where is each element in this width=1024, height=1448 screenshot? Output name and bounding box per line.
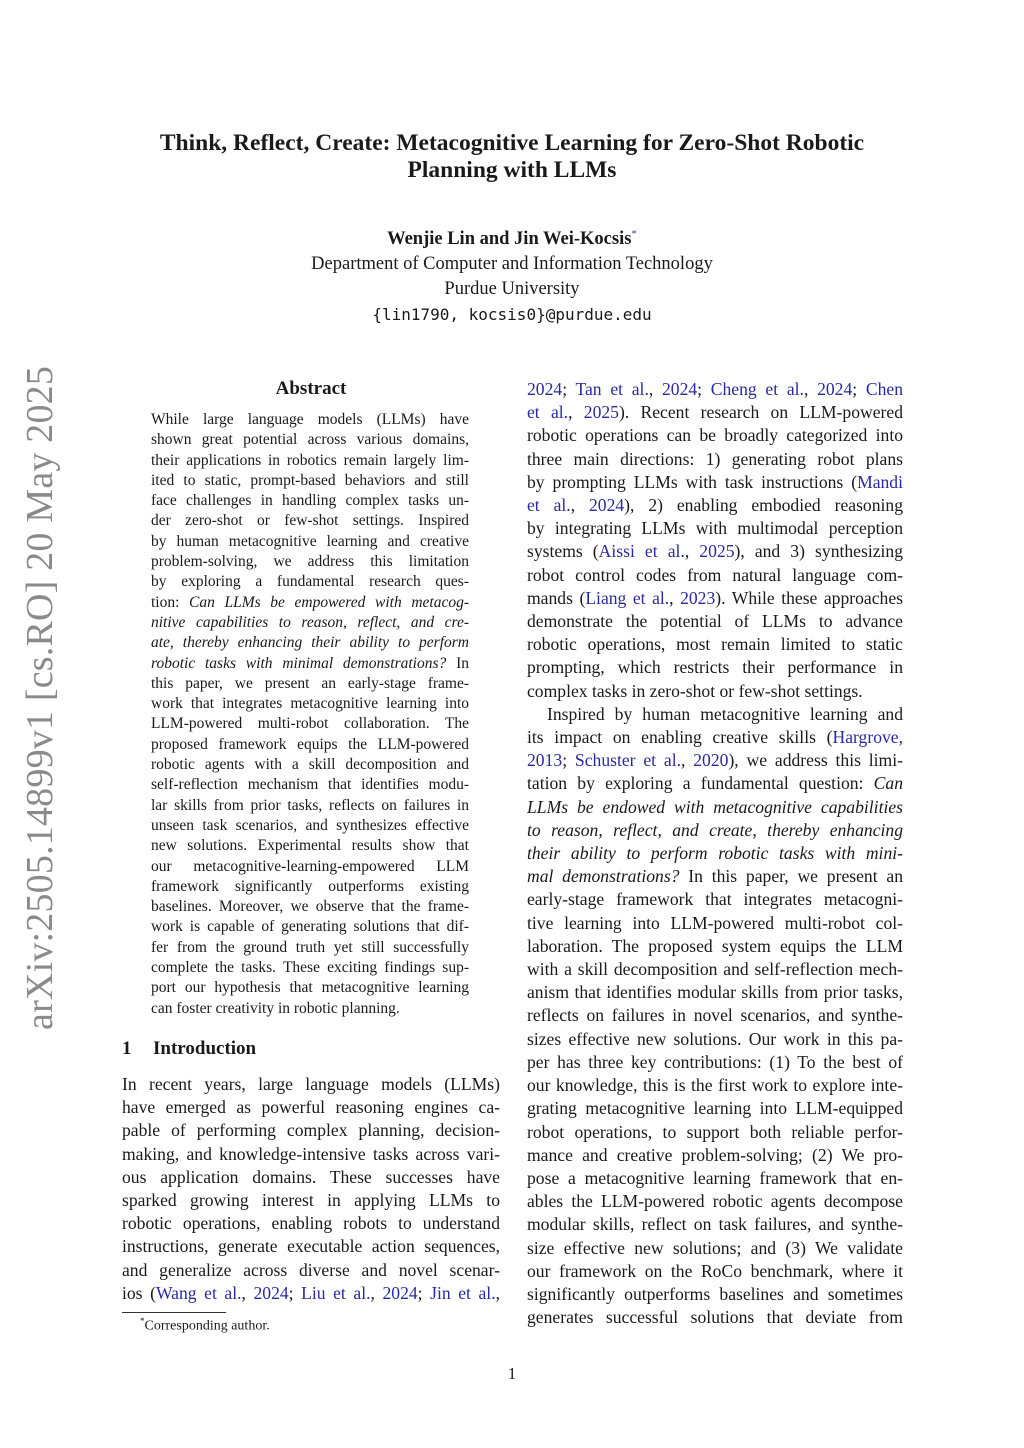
abstract-line: robotic tasks with minimal demonstrations? In — [151, 654, 469, 672]
body-line: its impact on enabling creative skills (Hargrove, — [527, 727, 903, 748]
citation-link[interactable]: Wang et al. — [155, 1282, 242, 1303]
abstract-line: by human metacognitive learning and creative — [151, 532, 469, 550]
body-line: sizes effective new solutions. Our work in this pa- — [527, 1028, 903, 1049]
citation-link[interactable]: 2024 — [588, 495, 625, 516]
body-line: systems (Aissi et al., 2025), and 3) synthesizing — [527, 541, 904, 562]
abstract-line: face challenges in handling complex tasks un- — [151, 492, 469, 510]
citation-link[interactable]: 2013 — [527, 750, 563, 771]
body-line: pable of performing complex planning, decision- — [122, 1120, 500, 1141]
body-line: mal demonstrations? In this paper, we present an — [527, 866, 903, 887]
abstract-line: shown great potential across various domains, — [151, 431, 469, 449]
citation-link[interactable]: Liang et al. — [585, 587, 670, 608]
body-line: sparked growing interest in applying LLMs to — [122, 1190, 500, 1211]
abstract-line: work is capable of generating solutions that dif- — [151, 918, 469, 936]
citation-link[interactable]: Jin et al. — [430, 1282, 496, 1303]
body-line: modular skills, reflect on task failures, and synthe- — [527, 1214, 903, 1235]
citation-link[interactable]: 2024 — [253, 1282, 289, 1303]
abstract-line: tion: Can LLMs be empowered with metacog- — [151, 593, 469, 611]
citation-link[interactable]: 2024 — [527, 379, 563, 399]
body-line: mance and creative problem-solving; (2) We pro- — [527, 1144, 903, 1165]
citation-link[interactable]: 2023 — [680, 587, 716, 608]
body-line: anism that identifies modular skills from prior tasks, — [527, 982, 903, 1003]
citation-link[interactable]: Tan et al. — [575, 379, 649, 399]
abstract-line: LLM-powered multi-robot collaboration. The — [151, 715, 469, 733]
citation-link[interactable]: et al. — [527, 402, 569, 423]
abstract-line-italic: ate, thereby enhancing their ability to perform — [151, 634, 469, 652]
body-line: demonstrate the potential of LLMs to advance — [527, 611, 903, 632]
abstract-line: While large language models (LLMs) have — [151, 411, 469, 428]
body-line: grating metacognitive learning into LLM-equipped — [527, 1098, 903, 1119]
body-line: with a skill decomposition and self-reflection mech- — [527, 959, 903, 980]
author-names: Wenjie Lin and Jin Wei-Kocsis* — [387, 228, 637, 250]
body-line: et al., 2024), 2) enabling embodied reasoning — [527, 495, 903, 516]
body-line: and generalize across diverse and novel scenar- — [122, 1259, 500, 1280]
citation-link[interactable]: Liu et al. — [301, 1282, 371, 1303]
author-email: {lin1790, kocsis0}@purdue.edu — [372, 305, 652, 325]
body-line: ables the LLM-powered robotic agents decompose — [527, 1191, 903, 1212]
citation-link[interactable]: 2025 — [583, 402, 619, 423]
research-question-italic: Can LLMs be empowered with metacog- — [189, 593, 469, 611]
abstract-line: baselines. Moreover, we observe that the frame- — [151, 898, 469, 916]
body-line: three main directions: 1) generating robot plans — [527, 448, 903, 469]
body-line: size effective new solutions; and (3) We validate — [527, 1237, 903, 1258]
abstract-line: their applications in robotics remain largely lim- — [151, 451, 469, 469]
abstract-line: complete the tasks. These exciting findings sup- — [151, 959, 469, 977]
body-line: Inspired by human metacognitive learning and — [547, 703, 903, 724]
body-line: per has three key contributions: (1) To the best of — [527, 1051, 903, 1072]
citation-link[interactable]: 2025 — [699, 541, 735, 562]
body-line: early-stage framework that integrates metacogni- — [527, 889, 903, 910]
abstract-line: lar skills from prior tasks, reflects on failures in — [151, 796, 469, 814]
body-line: robotic operations, enabling robots to understand — [122, 1213, 500, 1234]
abstract-line: proposed framework equips the LLM-powered — [151, 735, 469, 753]
body-line: pose a metacognitive learning framework that en- — [527, 1167, 903, 1188]
citation-link[interactable]: 2020 — [693, 750, 729, 771]
body-line: our framework on the RoCo benchmark, where it — [527, 1260, 903, 1281]
title-line: Planning with LLMs — [407, 157, 617, 183]
citation-link[interactable]: Aissi et al. — [598, 541, 685, 562]
abstract-line: by exploring a fundamental research ques- — [151, 573, 469, 591]
citation-link[interactable]: 2024 — [382, 1282, 418, 1303]
section-number: 1 — [122, 1038, 132, 1059]
body-line: In recent years, large language models (LLMs) — [122, 1074, 500, 1094]
abstract-line: fer from the ground truth yet still successfully — [151, 938, 469, 956]
body-line-italic: LLMs be endowed with metacognitive capabilities — [527, 796, 903, 817]
page-number: 1 — [507, 1364, 517, 1383]
author-affiliation: Department of Computer and Information Technology — [311, 254, 713, 275]
citation-link[interactable]: Schuster et al. — [574, 750, 681, 771]
abstract-line: problem-solving, we address this limitation — [151, 553, 469, 571]
footnote-mark: * — [140, 1316, 145, 1326]
abstract-line: our metacognitive-learning-empowered LLM — [151, 857, 469, 875]
body-line: 2024; Tan et al., 2024; Cheng et al., 2024; Chen — [527, 379, 903, 399]
arxiv-identifier: arXiv:2505.14899v1 [cs.RO] 20 May 2025 — [19, 365, 61, 1030]
section-title: Introduction — [153, 1038, 257, 1059]
body-line: mands (Liang et al., 2023). While these approaches — [527, 587, 903, 608]
footnote-divider — [122, 1312, 226, 1313]
title-line: Think, Reflect, Create: Metacognitive Learning for Zero-Shot Robotic — [159, 130, 865, 156]
citation-link[interactable]: 2024 — [661, 379, 698, 399]
abstract-line: robotic agents with a skill decomposition and — [151, 756, 469, 774]
abstract-line: work that integrates metacognitive learning into — [151, 695, 469, 713]
citation-link[interactable]: 2024 — [817, 379, 853, 399]
intro-left-column — [122, 1073, 500, 1305]
body-line: prompting, which restricts their performance in — [527, 657, 903, 678]
body-line: instructions, generate executable action sequences, — [122, 1236, 500, 1257]
body-line: tive learning into LLM-powered multi-robot col- — [527, 912, 903, 933]
footnote-text: Corresponding author. — [144, 1318, 270, 1334]
body-line: our knowledge, this is the first work to explore inte- — [527, 1075, 903, 1096]
body-line: by prompting LLMs with task instructions (Mandi — [527, 471, 903, 492]
paper-title — [110, 130, 914, 184]
author-university: Purdue University — [444, 279, 580, 300]
body-line-italic: their ability to perform robotic tasks with mini- — [527, 843, 903, 864]
citation-link[interactable]: Mandi — [857, 471, 903, 492]
body-line: 2013; Schuster et al., 2020), we address this limi- — [527, 750, 903, 771]
abstract-line-italic: nitive capabilities to reason, reflect, and cre- — [151, 613, 469, 631]
corresponding-author-marker: * — [631, 228, 637, 240]
body-line: significantly outperforms baselines and sometimes — [527, 1283, 903, 1304]
body-line: ios (Wang et al., 2024; Liu et al., 2024; Jin et al., — [122, 1282, 500, 1303]
body-line: tation by exploring a fundamental question: Can — [527, 773, 903, 794]
abstract-line: self-reflection mechanism that identifies modu- — [151, 776, 469, 794]
body-line: robot operations, to support both reliable perfor- — [527, 1121, 903, 1142]
abstract-heading: Abstract — [275, 378, 347, 399]
body-line: ous application domains. These successes have — [122, 1166, 500, 1187]
body-line: by integrating LLMs with multimodal perception — [527, 518, 903, 539]
abstract-line: unseen task scenarios, and synthesizes effective — [151, 816, 469, 834]
abstract-line: ited to static, prompt-based behaviors and still — [151, 471, 469, 489]
body-line: making, and knowledge-intensive tasks across vari- — [122, 1143, 500, 1164]
body-line: robotic operations, most remain limited to static — [527, 634, 903, 655]
body-line: laboration. The proposed system equips the LLM — [527, 935, 903, 956]
intro-right-column — [527, 378, 903, 1329]
body-line: generates successful solutions that deviate from — [527, 1307, 903, 1328]
abstract-line: new solutions. Experimental results show that — [151, 837, 469, 855]
abstract-line: framework significantly outperforms existing — [151, 877, 469, 895]
body-line-italic: to reason, reflect, and create, thereby enhancing — [527, 819, 903, 840]
citation-link[interactable]: Hargrove, — [832, 727, 903, 748]
body-line: robot control codes from natural language com- — [527, 564, 903, 585]
abstract-line: can foster creativity in robotic planning. — [151, 999, 400, 1017]
body-line: complex tasks in zero-shot or few-shot settings. — [527, 680, 863, 701]
body-line: have emerged as powerful reasoning engines ca- — [122, 1097, 500, 1118]
citation-link[interactable]: Chen — [865, 379, 903, 399]
citation-link[interactable]: et al. — [527, 495, 571, 516]
body-line: et al., 2025). Recent research on LLM-powered — [527, 402, 903, 423]
section-heading — [122, 1038, 256, 1060]
abstract-line: this paper, we present an early-stage frame- — [151, 674, 469, 692]
body-line: reflects on failures in novel scenarios, and synthe- — [527, 1005, 903, 1026]
citation-link[interactable]: Cheng et al. — [710, 379, 804, 399]
body-line: robotic operations can be broadly categorized into — [527, 425, 903, 446]
author-block — [110, 222, 914, 327]
abstract-line: der zero-shot or few-shot settings. Inspired — [151, 512, 469, 530]
abstract-body — [151, 410, 469, 1019]
footnote — [140, 1316, 270, 1335]
abstract-line: port our hypothesis that metacognitive learning — [151, 979, 469, 997]
